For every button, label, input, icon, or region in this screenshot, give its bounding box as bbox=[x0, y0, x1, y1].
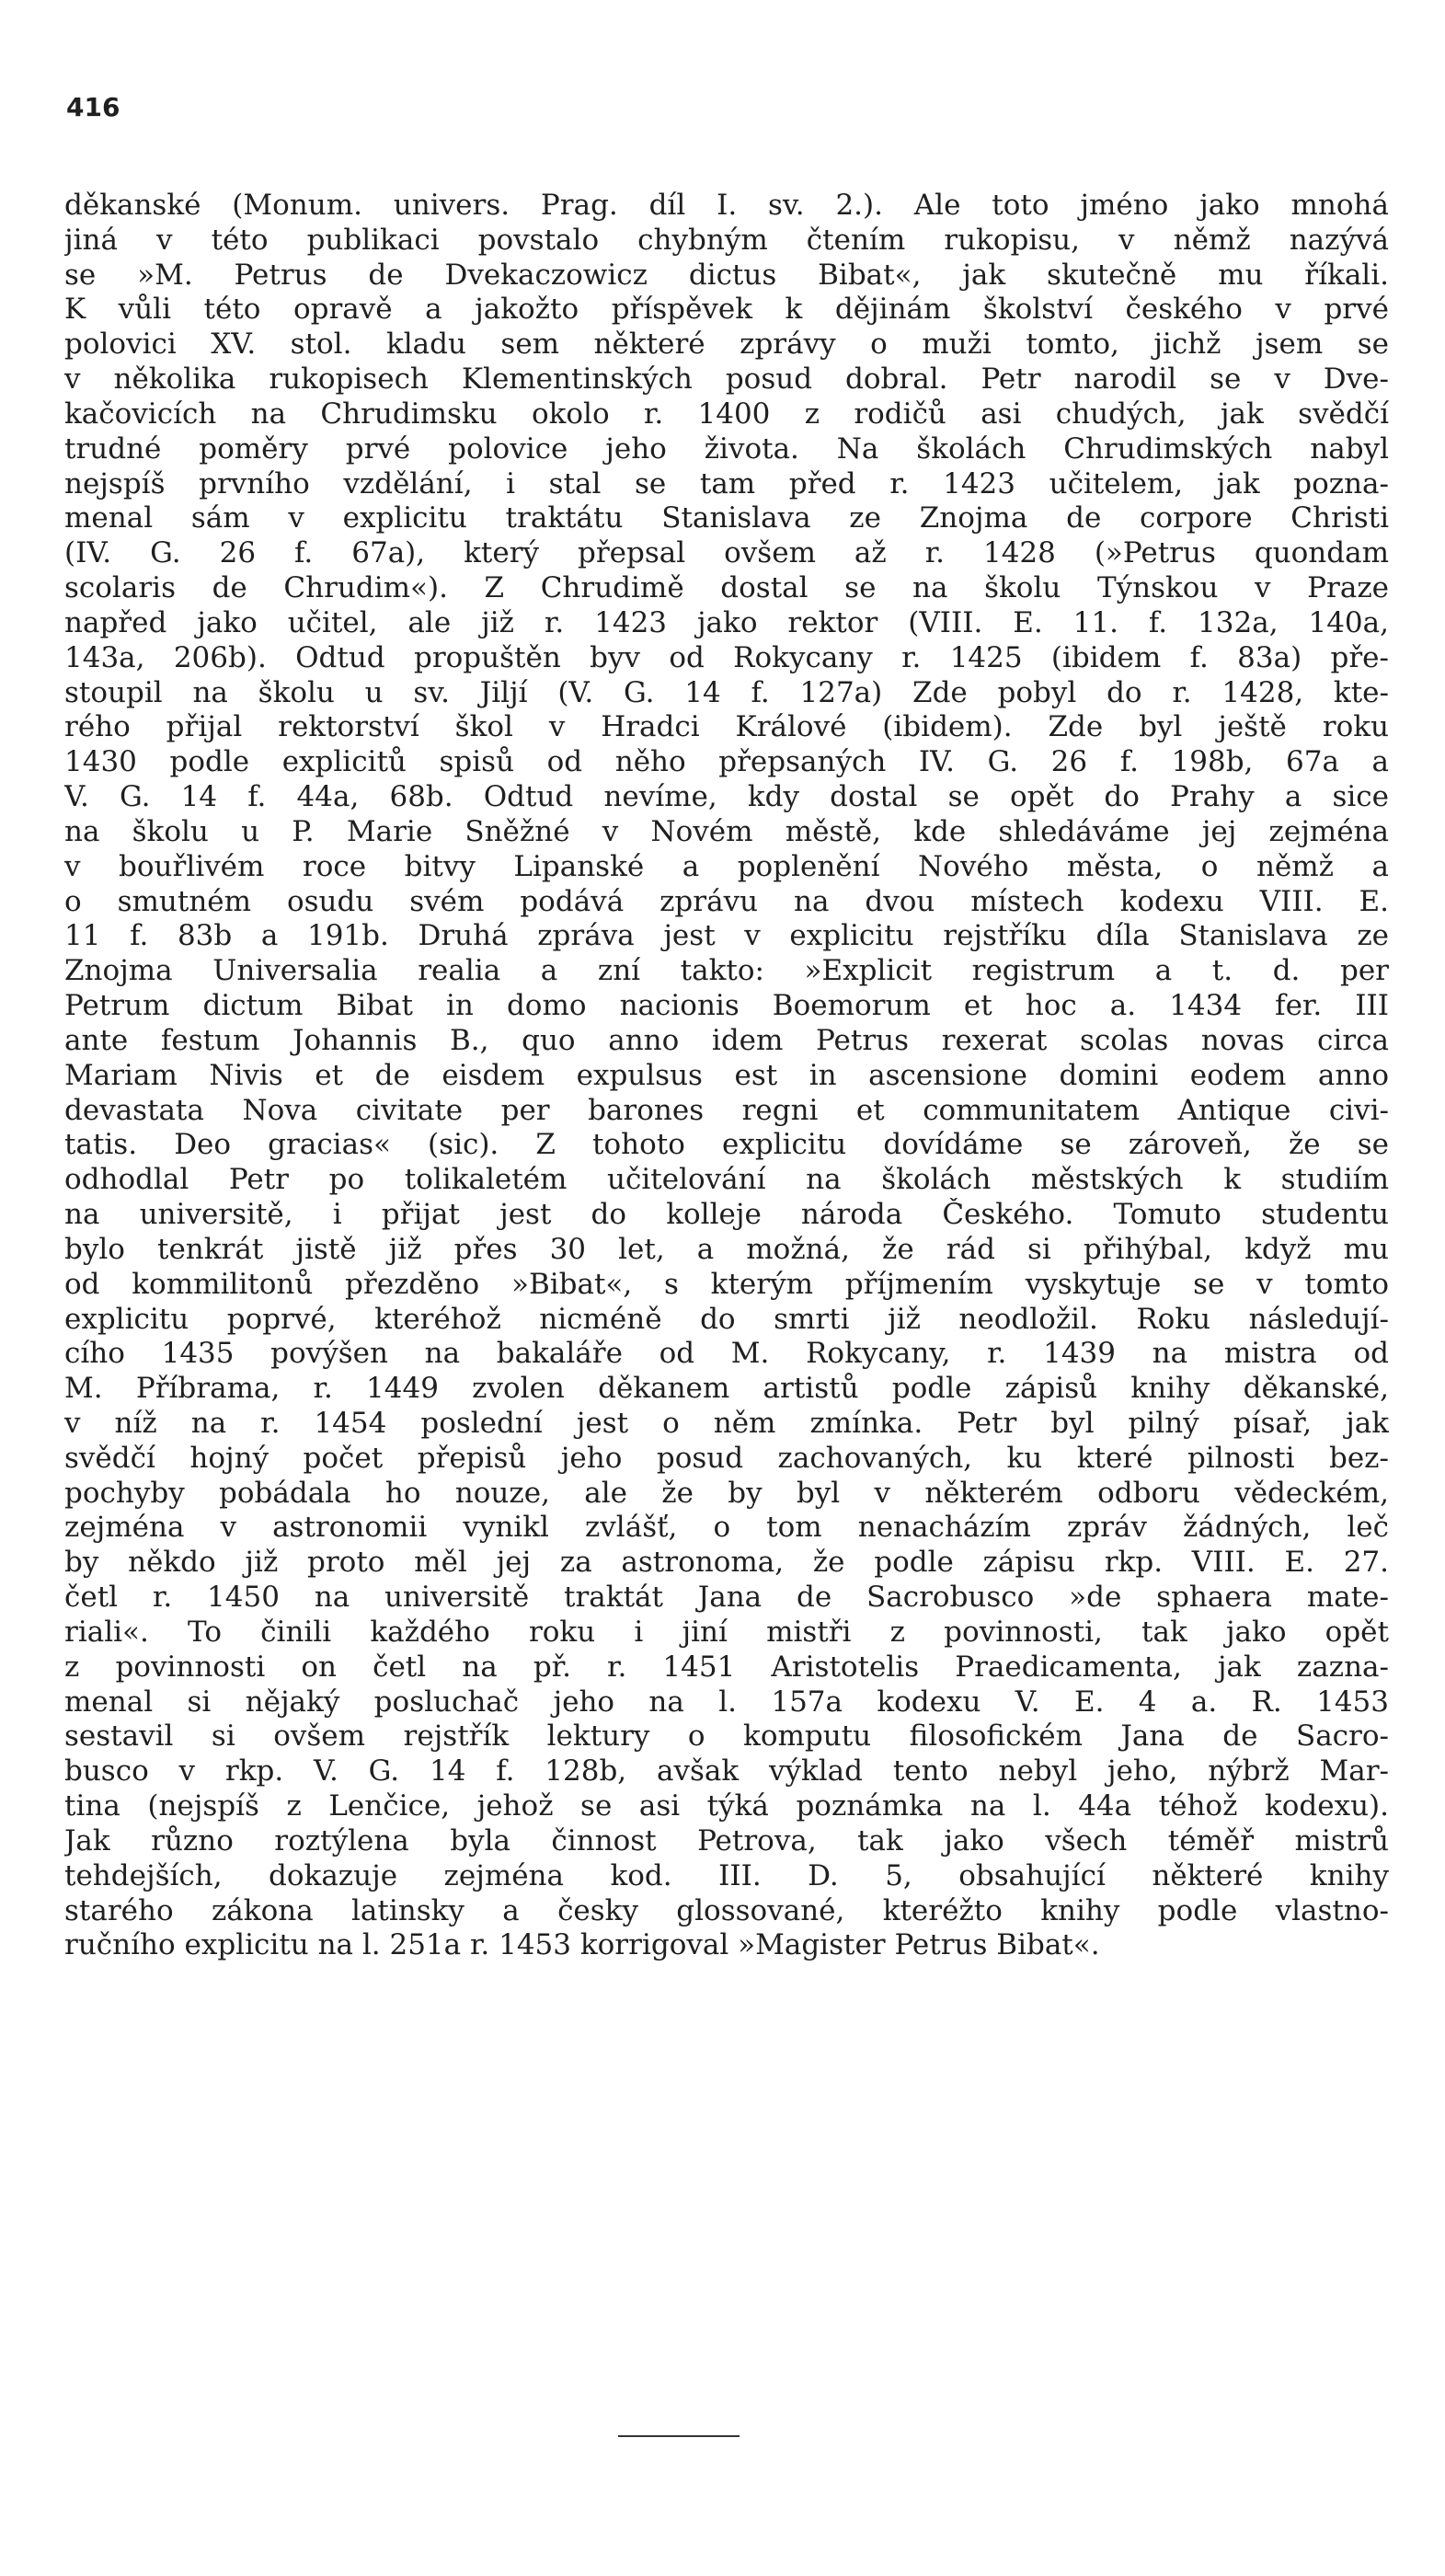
text-line: 11 f. 83b a 191b. Druhá zpráva jest v explicitu rejstříku díla Stanislava ze bbox=[64, 919, 1389, 953]
text-line: V. G. 14 f. 44a, 68b. Odtud nevíme, kdy dostal se opět do Prahy a sice bbox=[64, 780, 1389, 814]
body-text bbox=[64, 189, 1389, 1963]
text-line: menal sám v explicitu traktátu Stanislava ze Znojma de corpore Christi bbox=[64, 501, 1389, 535]
text-line: nejspíš prvního vzdělání, i stal se tam před r. 1423 učitelem, jak pozna- bbox=[64, 466, 1389, 500]
page-number: 416 bbox=[66, 92, 120, 122]
text-line: pochyby pobádala ho nouze, ale že by byl v některém odboru vědeckém, bbox=[64, 1476, 1389, 1510]
text-line: rého přijal rektorství škol v Hradci Králové (ibidem). Zde byl ještě roku bbox=[64, 710, 1389, 744]
text-line: napřed jako učitel, ale již r. 1423 jako rektor (VIII. E. 11. f. 132a, 140a, bbox=[64, 605, 1389, 639]
section-divider bbox=[618, 2435, 740, 2437]
text-line: děkanské (Monum. univers. Prag. díl I. sv. 2.). Ale toto jméno jako mnohá bbox=[64, 189, 1389, 222]
text-line: polovici XV. stol. kladu sem některé zprávy o muži tomto, jichž jsem se bbox=[64, 328, 1389, 362]
text-line: Petrum dictum Bibat in domo nacionis Boemorum et hoc a. 1434 fer. III bbox=[64, 989, 1389, 1023]
text-line: zejména v astronomii vynikl zvlášť, o tom nenacházím zpráv žádných, leč bbox=[64, 1511, 1389, 1545]
text-line: devastata Nova civitate per barones regni et communitatem Antique civi- bbox=[64, 1093, 1389, 1127]
text-line: tehdejších, dokazuje zejména kod. III. D. 5, obsahující některé knihy bbox=[64, 1858, 1389, 1892]
text-line: v bouřlivém roce bitvy Lipanské a poplenění Nového města, o němž a bbox=[64, 849, 1389, 883]
text-line: tatis. Deo gracias« (sic). Z tohoto explicitu dovídáme se zároveň, že se bbox=[64, 1128, 1389, 1162]
text-line: na školu u P. Marie Sněžné v Novém městě, kde shledáváme jej zejména bbox=[64, 814, 1389, 848]
text-line: stoupil na školu u sv. Jiljí (V. G. 14 f. 127a) Zde pobyl do r. 1428, kte- bbox=[64, 675, 1389, 709]
text-line: busco v rkp. V. G. 14 f. 128b, avšak výklad tento nebyl jeho, nýbrž Mar- bbox=[64, 1754, 1389, 1788]
text-line: riali«. To činili každého roku i jiní mistři z povinnosti, tak jako opět bbox=[64, 1615, 1389, 1649]
text-line: v níž na r. 1454 poslední jest o něm zmínka. Petr byl pilný písař, jak bbox=[64, 1406, 1389, 1440]
text-line: K vůli této opravě a jakožto příspěvek k dějinám školství českého v prvé bbox=[64, 293, 1389, 327]
text-line: ante festum Johannis B., quo anno idem Petrus rexerat scolas novas circa bbox=[64, 1023, 1389, 1057]
text-line: ručního explicitu na l. 251a r. 1453 korrigoval »Magister Petrus Bibat«. bbox=[64, 1928, 1100, 1962]
text-line: v několika rukopisech Klementinských posud dobral. Petr narodil se v Dve- bbox=[64, 362, 1389, 397]
text-line: Znojma Universalia realia a zní takto: »Explicit registrum a t. d. per bbox=[64, 954, 1389, 988]
text-line: sestavil si ovšem rejstřík lektury o komputu filosofickém Jana de Sacro- bbox=[64, 1719, 1389, 1754]
text-line: o smutném osudu svém podává zprávu na dvou místech kodexu VIII. E. bbox=[64, 884, 1389, 918]
text-line: cího 1435 povýšen na bakaláře od M. Rokycany, r. 1439 na mistra od bbox=[64, 1337, 1389, 1371]
text-line: (IV. G. 26 f. 67a), který přepsal ovšem až r. 1428 (»Petrus quondam bbox=[64, 536, 1389, 570]
text-line: jiná v této publikaci povstalo chybným čtením rukopisu, v němž nazývá bbox=[64, 223, 1389, 257]
text-line: explicitu poprvé, kteréhož nicméně do smrti již neodložil. Roku následují- bbox=[64, 1302, 1389, 1336]
text-line: trudné poměry prvé polovice jeho života. Na školách Chrudimských nabyl bbox=[64, 431, 1389, 466]
text-line: menal si nějaký posluchač jeho na l. 157a kodexu V. E. 4 a. R. 1453 bbox=[64, 1685, 1389, 1719]
text-line: 1430 podle explicitů spisů od něho přepsaných IV. G. 26 f. 198b, 67a a bbox=[64, 745, 1389, 779]
text-line: 143a, 206b). Odtud propuštěn byv od Rokycany r. 1425 (ibidem f. 83a) pře- bbox=[64, 640, 1389, 674]
text-line: kačovicích na Chrudimsku okolo r. 1400 z rodičů asi chudých, jak svědčí bbox=[64, 397, 1389, 431]
text-line: scolaris de Chrudim«). Z Chrudimě dostal se na školu Týnskou v Praze bbox=[64, 571, 1389, 605]
text-line: od kommilitonů přezděno »Bibat«, s kterým příjmením vyskytuje se v tomto bbox=[64, 1267, 1389, 1301]
text-line: Jak různo roztýlena byla činnost Petrova, tak jako všech téměř mistrů bbox=[64, 1823, 1389, 1857]
text-line: by někdo již proto měl jej za astronoma, že podle zápisu rkp. VIII. E. 27. bbox=[64, 1546, 1389, 1580]
text-line: svědčí hojný počet přepisů jeho posud zachovaných, ku které pilnosti bez- bbox=[64, 1441, 1389, 1475]
text-line: starého zákona latinsky a česky glossované, kteréžto knihy podle vlastno- bbox=[64, 1893, 1389, 1927]
text-line: na universitě, i přijat jest do kolleje národa Českého. Tomuto studentu bbox=[64, 1198, 1389, 1232]
text-line: se »M. Petrus de Dvekaczowicz dictus Bibat«, jak skutečně mu říkali. bbox=[64, 258, 1389, 292]
text-line: bylo tenkrát jistě již přes 30 let, a možná, že rád si přihýbal, když mu bbox=[64, 1232, 1389, 1266]
text-line: tina (nejspíš z Lenčice, jehož se asi týká poznámka na l. 44a téhož kodexu). bbox=[64, 1789, 1389, 1823]
text-line: z povinnosti on četl na př. r. 1451 Aristotelis Praedicamenta, jak zazna- bbox=[64, 1650, 1389, 1684]
text-line: Mariam Nivis et de eisdem expulsus est in ascensione domini eodem anno bbox=[64, 1058, 1389, 1092]
text-line: M. Příbrama, r. 1449 zvolen děkanem artistů podle zápisů knihy děkanské, bbox=[64, 1372, 1389, 1406]
text-line: odhodlal Petr po tolikaletém učitelování na školách městských k studiím bbox=[64, 1163, 1389, 1197]
text-line: četl r. 1450 na universitě traktát Jana de Sacrobusco »de sphaera mate- bbox=[64, 1581, 1389, 1615]
